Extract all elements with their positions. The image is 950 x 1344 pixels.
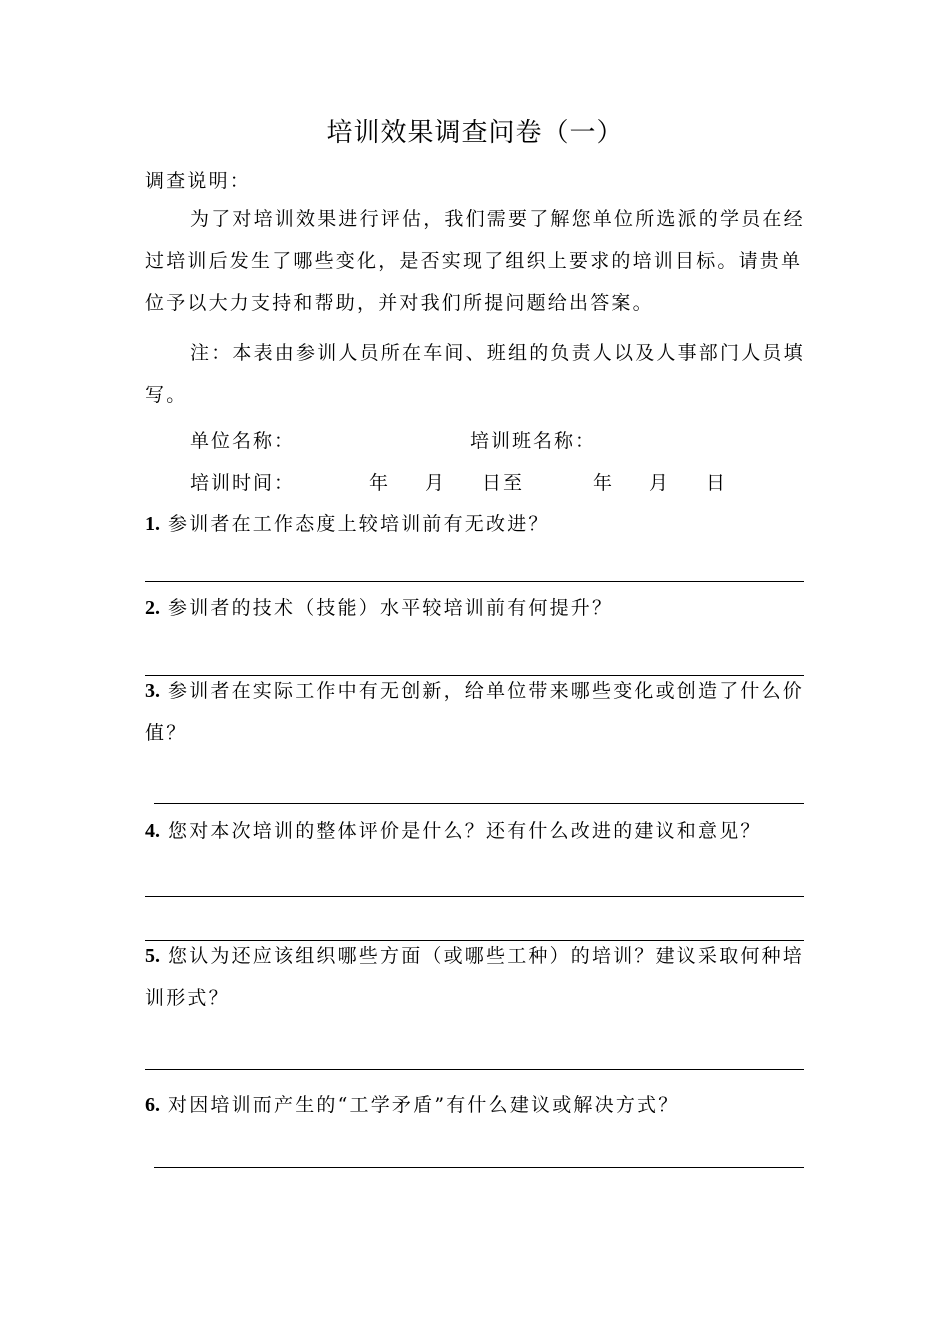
question-number: 6. [145,1094,160,1116]
question-text: 对因培训而产生的“工学矛盾”有什么建议或解决方式？ [168,1094,680,1116]
question-4 [145,810,807,852]
class-name-label: 培训班名称： [470,430,597,452]
question-2 [145,587,807,629]
unit-name-label: 单位名称： [190,430,296,452]
training-time-label: 培训时间： [190,472,296,494]
intro-paragraph: 为了对培训效果进行评估，我们需要了解您单位所选派的学员在经过培训后发生了哪些变化，是否实现了组织上要求的培训目标。请贵单位予以大力支持和帮助，并对我们所提问题给出答案。 [145,208,805,314]
question-number: 1. [145,513,160,535]
end-year-label: 年 [593,472,615,494]
question-number: 2. [145,597,160,619]
end-day-label: 日 [706,472,728,494]
question-1 [145,503,807,545]
question-text: 您对本次培训的整体评价是什么？还有什么改进的建议和意见？ [168,820,762,842]
answer-line-5[interactable] [145,1069,804,1070]
start-day-to-label: 日至 [482,472,525,494]
question-number: 4. [145,820,160,842]
question-number: 3. [145,680,160,702]
question-text: 参训者的技术（技能）水平较培训前有何提升？ [168,597,614,619]
question-text: 您认为还应该组织哪些方面（或哪些工种）的培训？建议采取何种培训形式？ [145,945,805,1009]
question-6 [145,1084,807,1126]
end-month-label: 月 [649,472,671,494]
page-title: 培训效果调查问卷（一） [326,118,624,148]
intro-heading: 调查说明： [145,170,252,192]
question-5 [145,935,807,1019]
question-text: 参训者在工作态度上较培训前有无改进？ [168,513,550,535]
answer-line-4a[interactable] [145,896,804,897]
answer-line-1[interactable] [145,581,804,582]
start-year-label: 年 [369,472,391,494]
answer-line-6[interactable] [154,1167,804,1168]
question-3 [145,670,807,754]
question-text: 参训者在实际工作中有无创新，给单位带来哪些变化或创造了什么价值？ [145,680,805,744]
question-number: 5. [145,945,160,967]
note-paragraph: 注：本表由参训人员所在车间、班组的负责人以及人事部门人员填写。 [145,342,805,406]
answer-line-3[interactable] [154,803,804,804]
start-month-label: 月 [425,472,447,494]
